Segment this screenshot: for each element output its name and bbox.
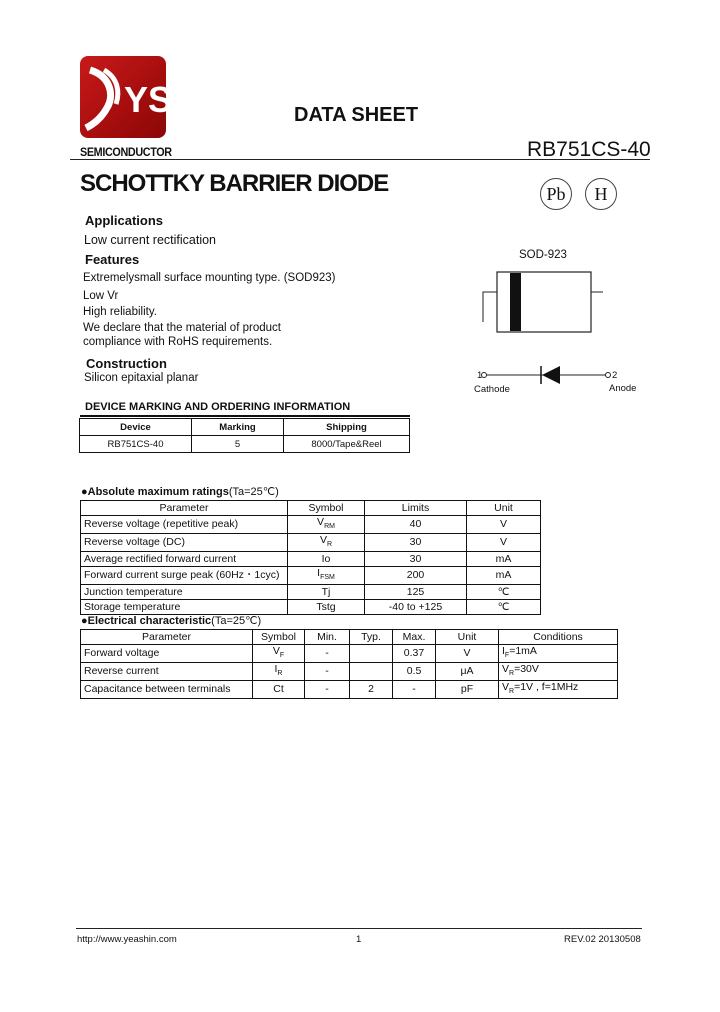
param-cell: Junction temperature — [81, 585, 288, 600]
condition-cell — [499, 663, 618, 681]
symbol-text: I — [317, 567, 321, 580]
elec-heading: ●Electrical characteristic — [81, 615, 212, 627]
symbol-text: V — [317, 516, 325, 528]
pin1-number: 1 — [477, 370, 483, 381]
col-parameter: Parameter — [81, 630, 253, 645]
elec-table — [80, 629, 618, 699]
limit-cell: 200 — [365, 567, 467, 585]
symbol-cell — [288, 552, 365, 567]
unit-cell: mA — [467, 552, 541, 567]
typ-cell: 2 — [350, 681, 393, 699]
page-number: 1 — [356, 934, 362, 945]
table-row — [81, 534, 541, 552]
features-heading: Features — [85, 252, 140, 267]
limit-cell: 30 — [365, 534, 467, 552]
unit-cell: ℃ — [467, 600, 541, 615]
pin1-label: Cathode — [474, 384, 510, 395]
typ-cell — [350, 645, 393, 663]
logo-mark — [80, 56, 173, 138]
symbol-text: Io — [321, 552, 331, 565]
table-row — [81, 645, 618, 663]
unit-cell: mA — [467, 567, 541, 585]
symbol-sub: RM — [324, 523, 335, 531]
applications-text: Low current rectification — [84, 233, 217, 247]
col-device: Device — [80, 419, 192, 436]
elec-condition: (Ta=25℃) — [211, 615, 262, 627]
param-cell: Forward current surge peak (60Hz・1cyc) — [81, 567, 288, 585]
unit-cell: V — [467, 516, 541, 534]
limit-cell: -40 to +125 — [365, 600, 467, 615]
col-unit: Unit — [436, 630, 499, 645]
cathode-band — [510, 273, 521, 331]
symbol-text: Tj — [321, 585, 331, 598]
h-badge-text: H — [594, 183, 608, 204]
diode-symbol — [542, 366, 560, 384]
col-parameter: Parameter — [81, 501, 288, 516]
elec-heading-line — [81, 614, 261, 627]
table-row — [81, 567, 541, 585]
max-cell: - — [393, 681, 436, 699]
col-symbol: Symbol — [253, 630, 305, 645]
col-typ: Typ. — [350, 630, 393, 645]
param-cell: Capacitance between terminals — [81, 681, 253, 699]
symbol-cell — [253, 681, 305, 699]
construction-text: Silicon epitaxial planar — [84, 372, 199, 384]
pin2-terminal — [606, 373, 611, 378]
symbol-cell — [288, 567, 365, 585]
limit-cell: 125 — [365, 585, 467, 600]
symbol-text: Tstg — [316, 600, 336, 613]
package-outline-drawing — [470, 262, 620, 422]
marking-rule — [80, 415, 410, 417]
footer-url-link[interactable]: http://www.yeashin.com — [77, 934, 177, 945]
symbol-cell — [253, 663, 305, 681]
pb-badge-text: Pb — [546, 183, 566, 204]
unit-cell: V — [467, 534, 541, 552]
col-symbol: Symbol — [288, 501, 365, 516]
part-number: RB751CS-40 — [527, 138, 651, 161]
cond-rest: =1mA — [509, 645, 537, 657]
max-cell: 0.37 — [393, 645, 436, 663]
feature-item: compliance with RoHS requirements. — [83, 336, 273, 348]
pb-free-badge — [540, 178, 572, 210]
marking-table — [79, 418, 410, 453]
applications-heading: Applications — [85, 213, 164, 228]
symbol-text: V — [319, 534, 327, 547]
halogen-free-badge — [585, 178, 617, 210]
footer-divider — [76, 928, 642, 929]
col-shipping: Shipping — [284, 419, 410, 436]
unit-cell: μA — [436, 663, 499, 681]
param-cell: Forward voltage — [81, 645, 253, 663]
param-cell: Average rectified forward current — [81, 552, 288, 567]
symbol-sub: F — [279, 652, 285, 660]
pin2-label: Anode — [609, 383, 637, 394]
min-cell: - — [305, 663, 350, 681]
table-row — [81, 663, 618, 681]
page-title: SCHOTTKY BARRIER DIODE — [80, 170, 389, 197]
table-row — [81, 552, 541, 567]
left-lead — [483, 292, 497, 322]
table-row — [81, 681, 618, 699]
symbol-cell — [288, 534, 365, 552]
marking-heading: DEVICE MARKING AND ORDERING INFORMATION — [85, 401, 351, 413]
col-conditions: Conditions — [499, 630, 618, 645]
cond-sub: R — [509, 688, 515, 696]
unit-cell: V — [436, 645, 499, 663]
symbol-cell — [288, 600, 365, 615]
max-cell: 0.5 — [393, 663, 436, 681]
col-max: Max. — [393, 630, 436, 645]
revision: REV.02 20130508 — [564, 934, 641, 945]
cond-symbol: I — [502, 645, 505, 657]
abs-max-condition: (Ta=25℃) — [228, 486, 279, 498]
col-min: Min. — [305, 630, 350, 645]
col-marking: Marking — [192, 419, 284, 436]
condition-cell — [499, 681, 618, 699]
param-cell: Storage temperature — [81, 600, 288, 615]
limit-cell: 40 — [365, 516, 467, 534]
min-cell: - — [305, 645, 350, 663]
cond-sub: R — [509, 670, 515, 678]
pin2-number: 2 — [612, 370, 618, 381]
table-row — [81, 516, 541, 534]
symbol-sub: FSM — [320, 574, 335, 582]
param-cell: Reverse voltage (DC) — [81, 534, 288, 552]
condition-cell — [499, 645, 618, 663]
company-name: SEMICONDUCTOR — [80, 145, 172, 159]
col-limits: Limits — [365, 501, 467, 516]
feature-item: We declare that the material of product — [83, 322, 281, 334]
logo-text: YS — [124, 79, 173, 120]
cond-symbol: V — [502, 681, 510, 694]
symbol-cell — [253, 645, 305, 663]
marking-value: 5 — [192, 436, 284, 453]
symbol-text: V — [272, 645, 280, 657]
symbol-sub: R — [326, 541, 333, 549]
symbol-text: I — [274, 663, 278, 676]
symbol-cell — [288, 516, 365, 534]
cond-rest: =30V — [514, 663, 539, 676]
symbol-text: Ct — [273, 683, 284, 696]
min-cell: - — [305, 681, 350, 699]
company-logo — [80, 56, 173, 138]
cond-rest: =1V , f=1MHz — [514, 681, 579, 694]
cond-sub: F — [504, 652, 510, 660]
construction-heading: Construction — [86, 356, 167, 371]
feature-item: Low Vr — [83, 290, 119, 302]
symbol-sub: R — [277, 670, 283, 678]
unit-cell: pF — [436, 681, 499, 699]
param-cell: Reverse current — [81, 663, 253, 681]
col-unit: Unit — [467, 501, 541, 516]
abs-max-heading: ●Absolute maximum ratings — [81, 486, 229, 498]
symbol-cell — [288, 585, 365, 600]
abs-max-heading-line — [81, 485, 279, 498]
typ-cell — [350, 663, 393, 681]
table-row — [81, 600, 541, 615]
abs-max-table — [80, 500, 541, 615]
feature-item: High reliability. — [83, 306, 157, 318]
cond-symbol: V — [502, 663, 510, 676]
param-cell: Reverse voltage (repetitive peak) — [81, 516, 288, 534]
shipping-value: 8000/Tape&Reel — [284, 436, 410, 453]
device-value: RB751CS-40 — [80, 436, 192, 453]
feature-item: Extremelysmall surface mounting type. (SOD923) — [83, 272, 336, 284]
table-row — [81, 585, 541, 600]
doc-type: DATA SHEET — [294, 104, 419, 126]
package-name: SOD-923 — [519, 249, 567, 261]
limit-cell: 30 — [365, 552, 467, 567]
unit-cell: ℃ — [467, 585, 541, 600]
